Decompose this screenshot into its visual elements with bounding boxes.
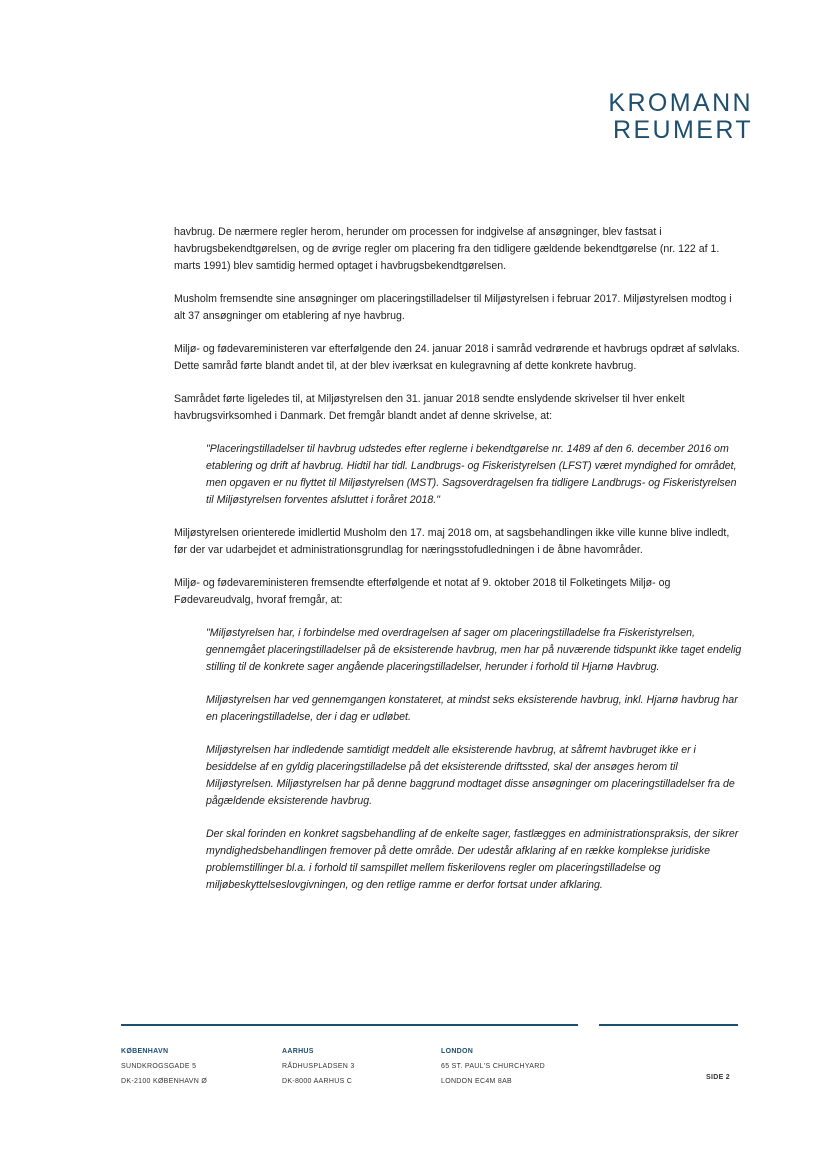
office-city: AARHUS (282, 1048, 314, 1055)
document-body (174, 224, 742, 910)
block-quote (206, 441, 742, 509)
page-number: SIDE 2 (706, 1074, 730, 1081)
block-quote (206, 625, 742, 894)
company-logo (608, 90, 753, 144)
office-postal: DK-8000 AARHUS C (282, 1078, 353, 1085)
quote-paragraph: Miljøstyrelsen har indledende samtidigt meddelt alle eksisterende havbrug, at såfremt havbruget ikke er i besiddelse af en gyldig placeringstilladelse på det eksisterende driftssted, skal der ansøges herom til Miljøstyrelsen. Miljøstyrelsen har på denne baggrund modtaget disse ansøgninger om placeringstilladelser fra de pågældende eksisterende havbrug. (206, 744, 735, 807)
paragraph: Samrådet førte ligeledes til, at Miljøstyrelsen den 31. januar 2018 sendte enslydende skrivelser til hver enkelt havbrugsvirksomhed i Danmark. Det fremgår blandt andet af denne skrivelse, at: (174, 393, 685, 422)
office-postal: DK-2100 KØBENHAVN Ø (121, 1078, 208, 1085)
paragraph: havbrug. De nærmere regler herom, herunder om processen for indgivelse af ansøgninger, blev fastsat i havbrugsbekendtgørelsen, og de øvrige regler om placering fra den tidligere gældende bekendtgørelse (nr. 122 af 1. marts 1991) blev samtidig hermed optaget i havbrugsbekendtgørelsen. (174, 226, 720, 272)
office-street: SUNDKROGSGADE 5 (121, 1063, 197, 1070)
office-postal: LONDON EC4M 8AB (441, 1078, 513, 1085)
footer-rule-left (121, 1024, 578, 1026)
paragraph: Musholm fremsendte sine ansøgninger om placeringstilladelser til Miljøstyrelsen i februar 2017. Miljøstyrelsen modtog i alt 37 ansøgninger om etablering af nye havbrug. (174, 293, 732, 322)
office-street: 65 ST. PAUL'S CHURCHYARD (441, 1063, 545, 1070)
quote-paragraph: "Miljøstyrelsen har, i forbindelse med overdragelsen af sager om placeringstilladelse fra Fiskeristyrelsen, gennemgået placeringstilladelser på de eksisterende havbrug, men har på nuværende tidspunkt ikke taget endelig stilling til de konkrete sager angående placeringstilladelser, herunder i forhold til Hjarnø Havbrug. (206, 627, 742, 673)
office-street: RÅDHUSPLADSEN 3 (282, 1063, 355, 1070)
logo-line-2: REUMERT (613, 116, 753, 144)
office-city: LONDON (441, 1048, 474, 1055)
quote-paragraph: Der skal forinden en konkret sagsbehandling af de enkelte sager, fastlægges en administrationspraksis, der sikrer myndighedsbehandlingen fremover på dette område. Der udestår afklaring af en række komplekse juridiske problemstillinger bl.a. i forhold til samspillet mellem fiskerilovens regler om placeringstilladelse og miljøbeskyttelseslovgivningen, og den retlige ramme er derfor fortsat under afklaring. (206, 828, 739, 891)
footer-office-copenhagen (121, 1044, 207, 1089)
quote-paragraph: "Placeringstilladelser til havbrug udstedes efter reglerne i bekendtgørelse nr. 1489 af den 6. december 2016 om etablering og drift af havbrug. Hidtil har tidl. Landbrugs- og Fiskeristyrelsen (LFST) været myndighed for området, men opgaven er nu flyttet til Miljøstyrelsen (MST). Sagsoverdragelsen fra tidligere Landbrugs- og Fiskeristyrelsen til Miljøstyrelsen forventes afsluttet i foråret 2018." (206, 443, 737, 506)
footer-office-london (441, 1044, 545, 1089)
logo-line-1: KROMANN (608, 89, 753, 117)
paragraph: Miljø- og fødevareministeren var efterfølgende den 24. januar 2018 i samråd vedrørende et havbrugs opdræt af sølvlaks. Dette samråd førte blandt andet til, at der blev iværksat en kulegravning af dette konkrete havbrug. (174, 343, 740, 372)
footer-office-aarhus (282, 1044, 355, 1089)
footer-rule-right (599, 1024, 738, 1026)
office-city: KØBENHAVN (121, 1048, 169, 1055)
paragraph: Miljøstyrelsen orienterede imidlertid Musholm den 17. maj 2018 om, at sagsbehandlingen ikke ville kunne blive indledt, før der var udarbejdet et administrationsgrundlag for næringsstofudledningen i de åbne havområder. (174, 527, 730, 556)
quote-paragraph: Miljøstyrelsen har ved gennemgangen konstateret, at mindst seks eksisterende havbrug, inkl. Hjarnø havbrug har en placeringstilladelse, der i dag er udløbet. (206, 694, 738, 723)
paragraph: Miljø- og fødevareministeren fremsendte efterfølgende et notat af 9. oktober 2018 til Folketingets Miljø- og Fødevareudvalg, hvoraf fremgår, at: (174, 577, 671, 606)
